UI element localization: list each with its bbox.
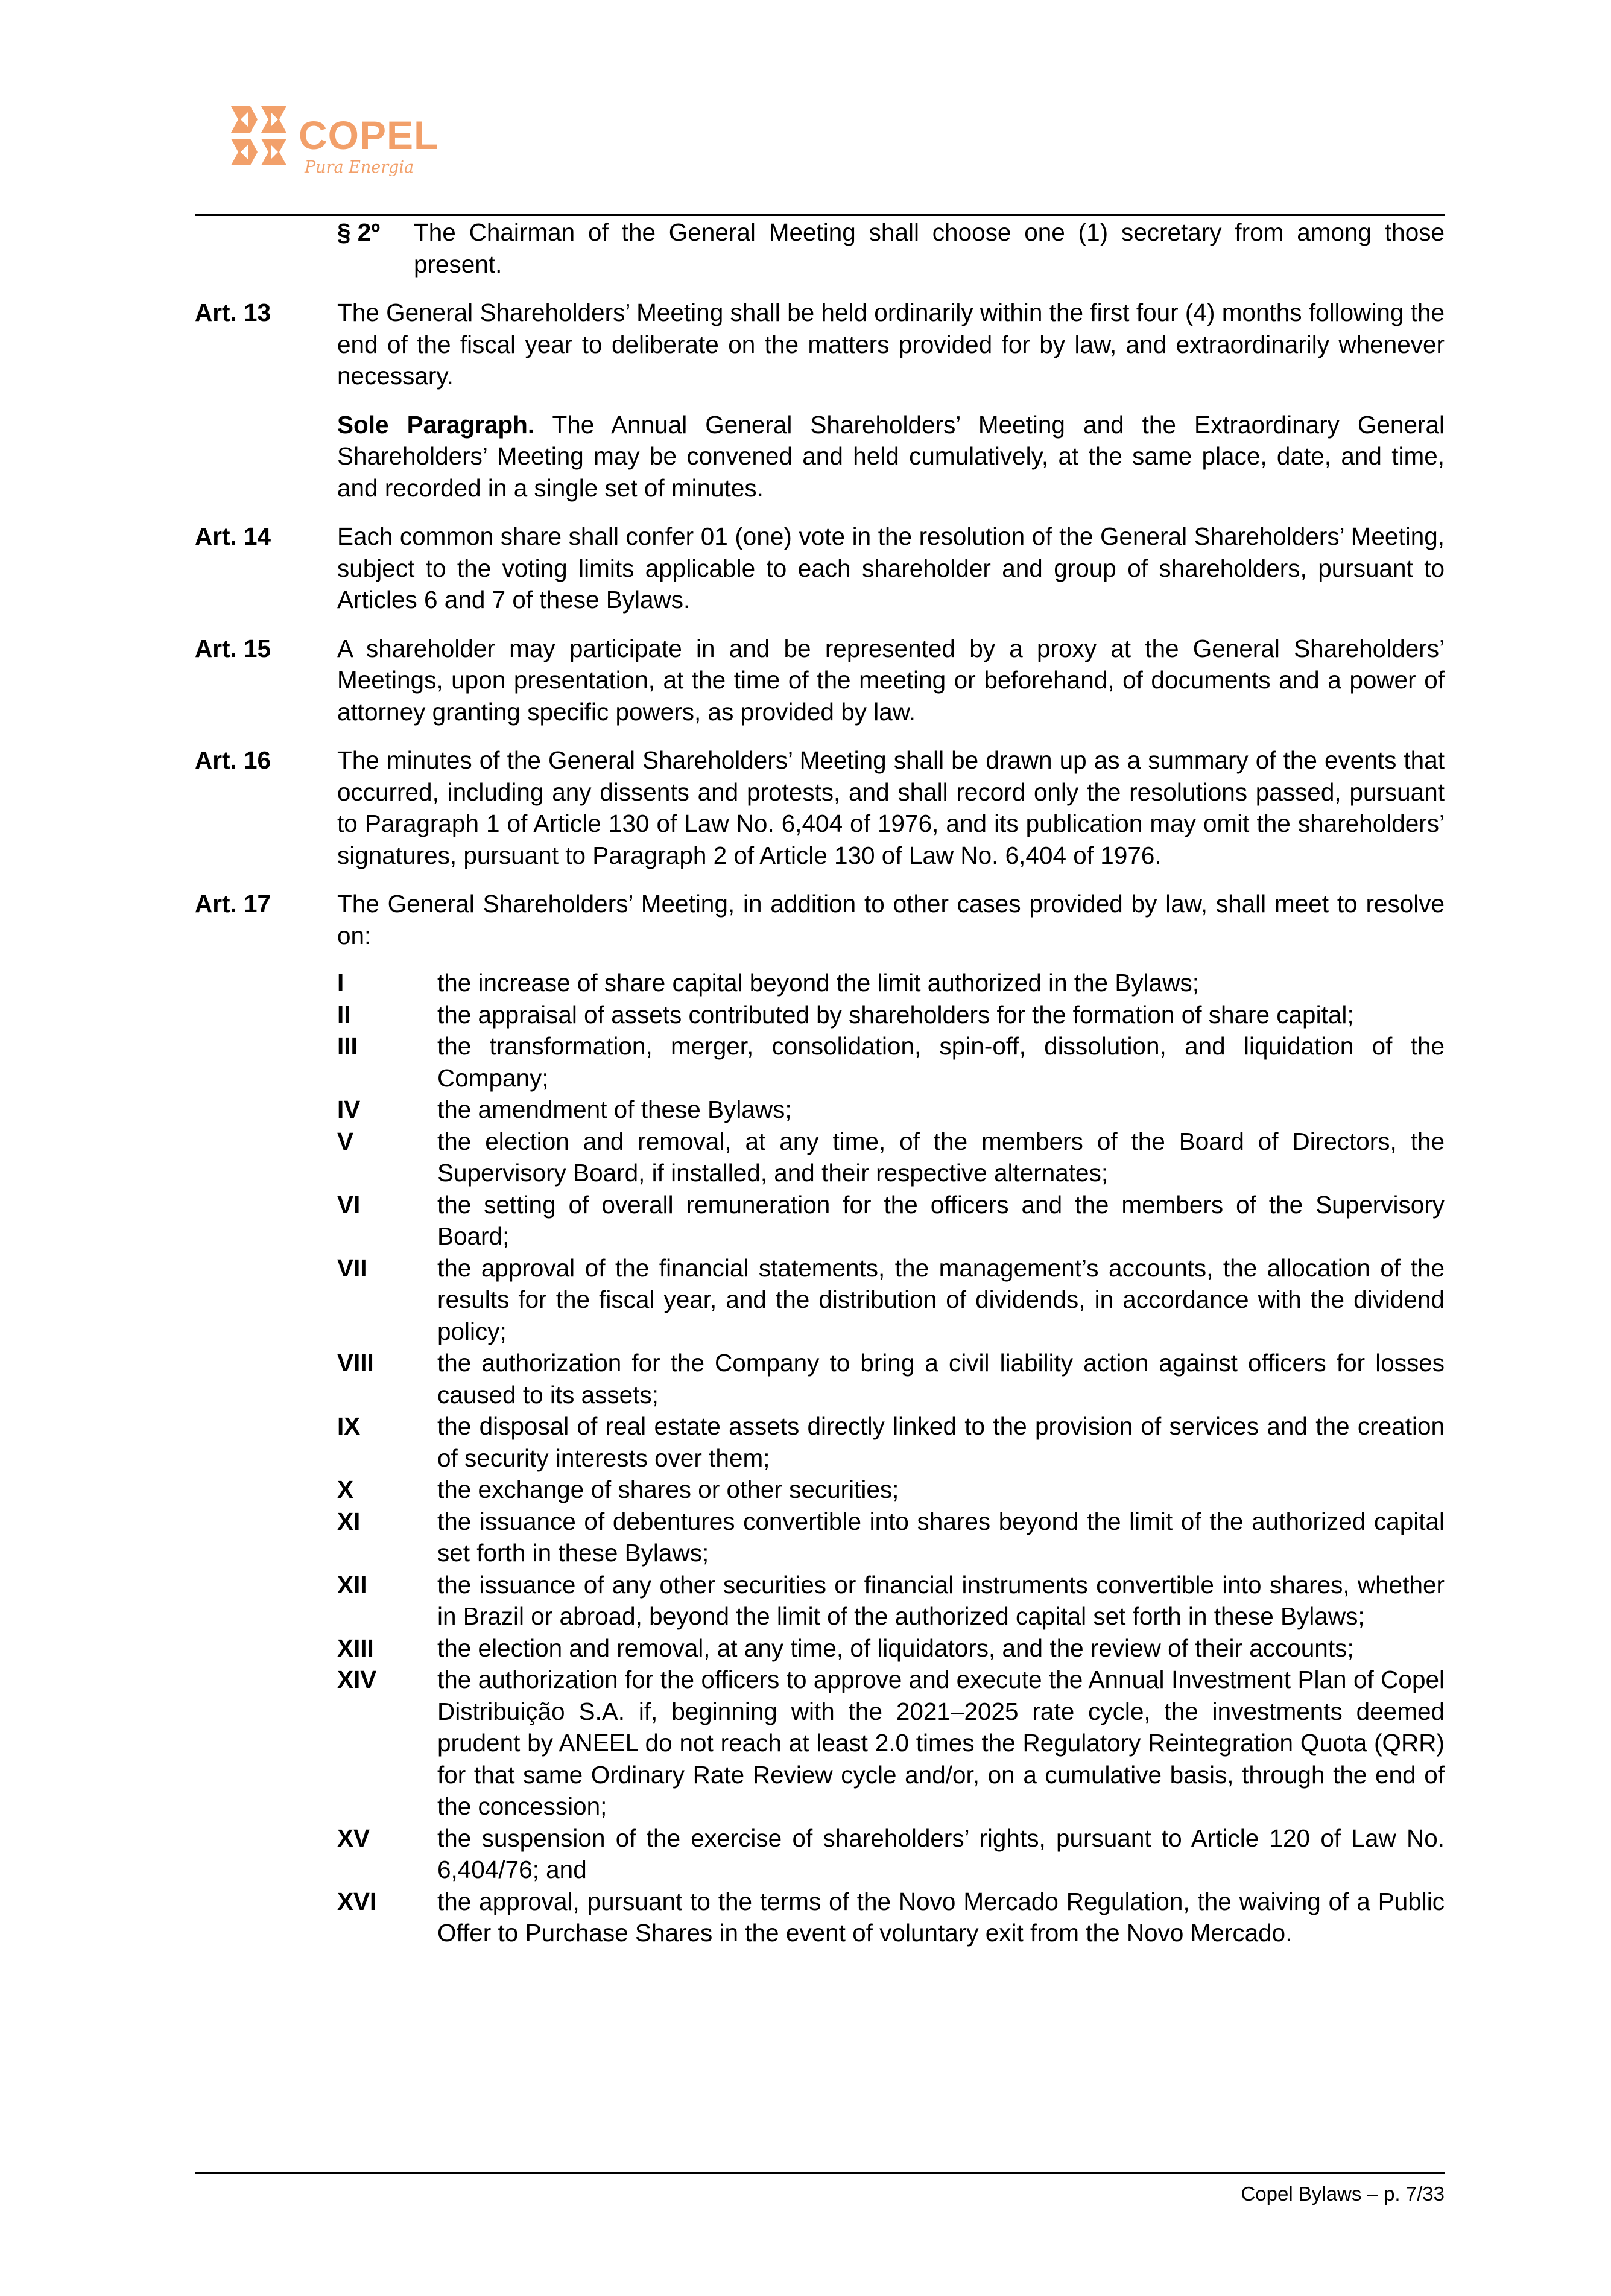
item-text: the approval of the financial statements, the management’s accounts, the allocation of the results for the fiscal year, and the distribution of dividends, in accordance with the dividend policy; xyxy=(437,1254,1445,1345)
item-text: the election and removal, at any time, of liquidators, and the review of their accounts; xyxy=(437,1634,1354,1662)
page-footer: Copel Bylaws – p. 7/33 xyxy=(1241,2183,1445,2205)
item-text: the setting of overall remuneration for the officers and the members of the Supervisory Board; xyxy=(437,1190,1445,1250)
item-number: V xyxy=(337,1127,354,1155)
article-16 xyxy=(195,744,1445,871)
item-number: X xyxy=(337,1476,354,1503)
list-item xyxy=(337,1822,1445,1886)
copel-logo-icon xyxy=(226,104,293,170)
list-item xyxy=(337,999,1445,1031)
item-text: the exchange of shares or other securities; xyxy=(437,1476,899,1503)
article-label: Art. 16 xyxy=(195,746,271,774)
logo-wordmark: COPEL xyxy=(299,113,439,157)
list-item xyxy=(337,1347,1445,1410)
item-number: XIII xyxy=(337,1634,374,1662)
article-15 xyxy=(195,633,1445,728)
item-text: the authorization for the officers to approve and execute the Annual Investment Plan of Copel Distribuição S.A. if, beginning with the 2021–2025 rate cycle, the investments deemed prudent by ANEEL do not reach at least 2.0 times the Regulatory Reintegration Quota (QRR) for that same Ordinary Rate Review cycle and/or, on a cumulative basis, through the end of the concession; xyxy=(437,1666,1445,1820)
sole-paragraph-label: Sole Paragraph. xyxy=(337,410,535,439)
list-item xyxy=(337,1030,1445,1094)
item-number: XIV xyxy=(337,1666,377,1693)
list-item xyxy=(337,1632,1445,1664)
item-number: VI xyxy=(337,1190,361,1219)
list-item xyxy=(337,1664,1445,1822)
item-number: XVI xyxy=(337,1887,377,1915)
footer-rule xyxy=(195,2172,1445,2174)
copel-logo xyxy=(226,104,439,182)
item-text: the authorization for the Company to bring a civil liability action against officers for losses caused to its assets; xyxy=(437,1349,1445,1409)
article-label: Art. 17 xyxy=(195,890,271,918)
article-label: Art. 13 xyxy=(195,299,271,326)
document-body xyxy=(195,217,1445,1949)
item-number: II xyxy=(337,1000,351,1029)
list-item xyxy=(337,1126,1445,1189)
paragraph-text: The Chairman of the General Meeting shall choose one (1) secretary from among those present. xyxy=(414,218,1445,278)
article-text: The General Shareholders’ Meeting shall be held ordinarily within the first four (4) months following the end of the fiscal year to deliberate on the matters provided for by law, and extraordinarily whenever necessary. xyxy=(337,299,1445,390)
item-text: the appraisal of assets contributed by shareholders for the formation of share capital; xyxy=(437,1000,1354,1029)
list-item xyxy=(337,1506,1445,1569)
list-item xyxy=(337,1410,1445,1474)
sole-paragraph-text: The Annual General Shareholders’ Meeting and the Extraordinary General Shareholders’ Meeting may be convened and held cumulatively, at the same place, date, and time, and recorded in a single set of minutes. xyxy=(337,410,1445,502)
list-item xyxy=(337,1094,1445,1126)
list-item xyxy=(337,1886,1445,1949)
item-number: III xyxy=(337,1032,358,1060)
item-number: IV xyxy=(337,1096,361,1123)
item-text: the issuance of debentures convertible into shares beyond the limit of the authorized capital set forth in these Bylaws; xyxy=(437,1507,1445,1567)
item-number: VIII xyxy=(337,1349,374,1377)
logo-tagline: Pura Energia xyxy=(305,158,414,177)
article-text: The General Shareholders’ Meeting, in addition to other cases provided by law, shall meet to resolve on: xyxy=(337,890,1445,950)
item-text: the amendment of these Bylaws; xyxy=(437,1096,792,1123)
article-text: The minutes of the General Shareholders’ Meeting shall be drawn up as a summary of the events that occurred, including any dissents and protests, and shall record only the resolutions passed, pursuant to Paragraph 1 of Article 130 of Law No. 6,404 of 1976, and its publication may omit the shareholders’ signatures, pursuant to Paragraph 2 of Article 130 of Law No. 6,404 of 1976. xyxy=(337,746,1445,869)
article-17-items xyxy=(337,967,1445,1949)
item-number: I xyxy=(337,969,344,997)
item-text: the suspension of the exercise of shareholders’ rights, pursuant to Article 120 of Law No. 6,404/76; and xyxy=(437,1824,1445,1883)
item-number: XV xyxy=(337,1824,370,1852)
list-item xyxy=(337,1252,1445,1348)
item-text: the transformation, merger, consolidation, spin-off, dissolution, and liquidation of the Company; xyxy=(437,1032,1445,1092)
item-text: the approval, pursuant to the terms of the Novo Mercado Regulation, the waiving of a Public Offer to Purchase Shares in the event of voluntary exit from the Novo Mercado. xyxy=(437,1887,1445,1947)
item-number: IX xyxy=(337,1412,361,1440)
list-item xyxy=(337,1474,1445,1506)
article-17 xyxy=(195,888,1445,951)
item-text: the disposal of real estate assets directly linked to the provision of services and the creation of security interests over them; xyxy=(437,1412,1445,1472)
article-13 xyxy=(195,297,1445,392)
list-item xyxy=(337,1189,1445,1252)
item-text: the issuance of any other securities or financial instruments convertible into shares, whether in Brazil or abroad, beyond the limit of the authorized capital set forth in these Bylaws; xyxy=(437,1570,1445,1630)
article-text: Each common share shall confer 01 (one) vote in the resolution of the General Shareholders’ Meeting, subject to the voting limits applicable to each shareholder and group of shareholders, pursuant to Articles 6 and 7 of these Bylaws. xyxy=(337,522,1445,614)
sole-paragraph xyxy=(337,409,1445,504)
item-text: the election and removal, at any time, of the members of the Board of Directors, the Supervisory Board, if installed, and their respective alternates; xyxy=(437,1127,1445,1187)
item-number: VII xyxy=(337,1254,367,1282)
header-rule xyxy=(195,214,1445,216)
paragraph-label: § 2º xyxy=(337,218,381,246)
item-text: the increase of share capital beyond the limit authorized in the Bylaws; xyxy=(437,969,1199,997)
article-label: Art. 14 xyxy=(195,522,271,550)
article-14 xyxy=(195,521,1445,616)
list-item xyxy=(337,967,1445,999)
paragraph-2 xyxy=(337,217,1445,280)
article-text: A shareholder may participate in and be represented by a proxy at the General Shareholders’ Meetings, upon presentation, at the time of the meeting or beforehand, of documents and a power of attorney granting specific powers, as provided by law. xyxy=(337,634,1445,726)
item-number: XII xyxy=(337,1570,367,1599)
list-item xyxy=(337,1569,1445,1632)
item-number: XI xyxy=(337,1507,361,1535)
article-label: Art. 15 xyxy=(195,634,271,662)
